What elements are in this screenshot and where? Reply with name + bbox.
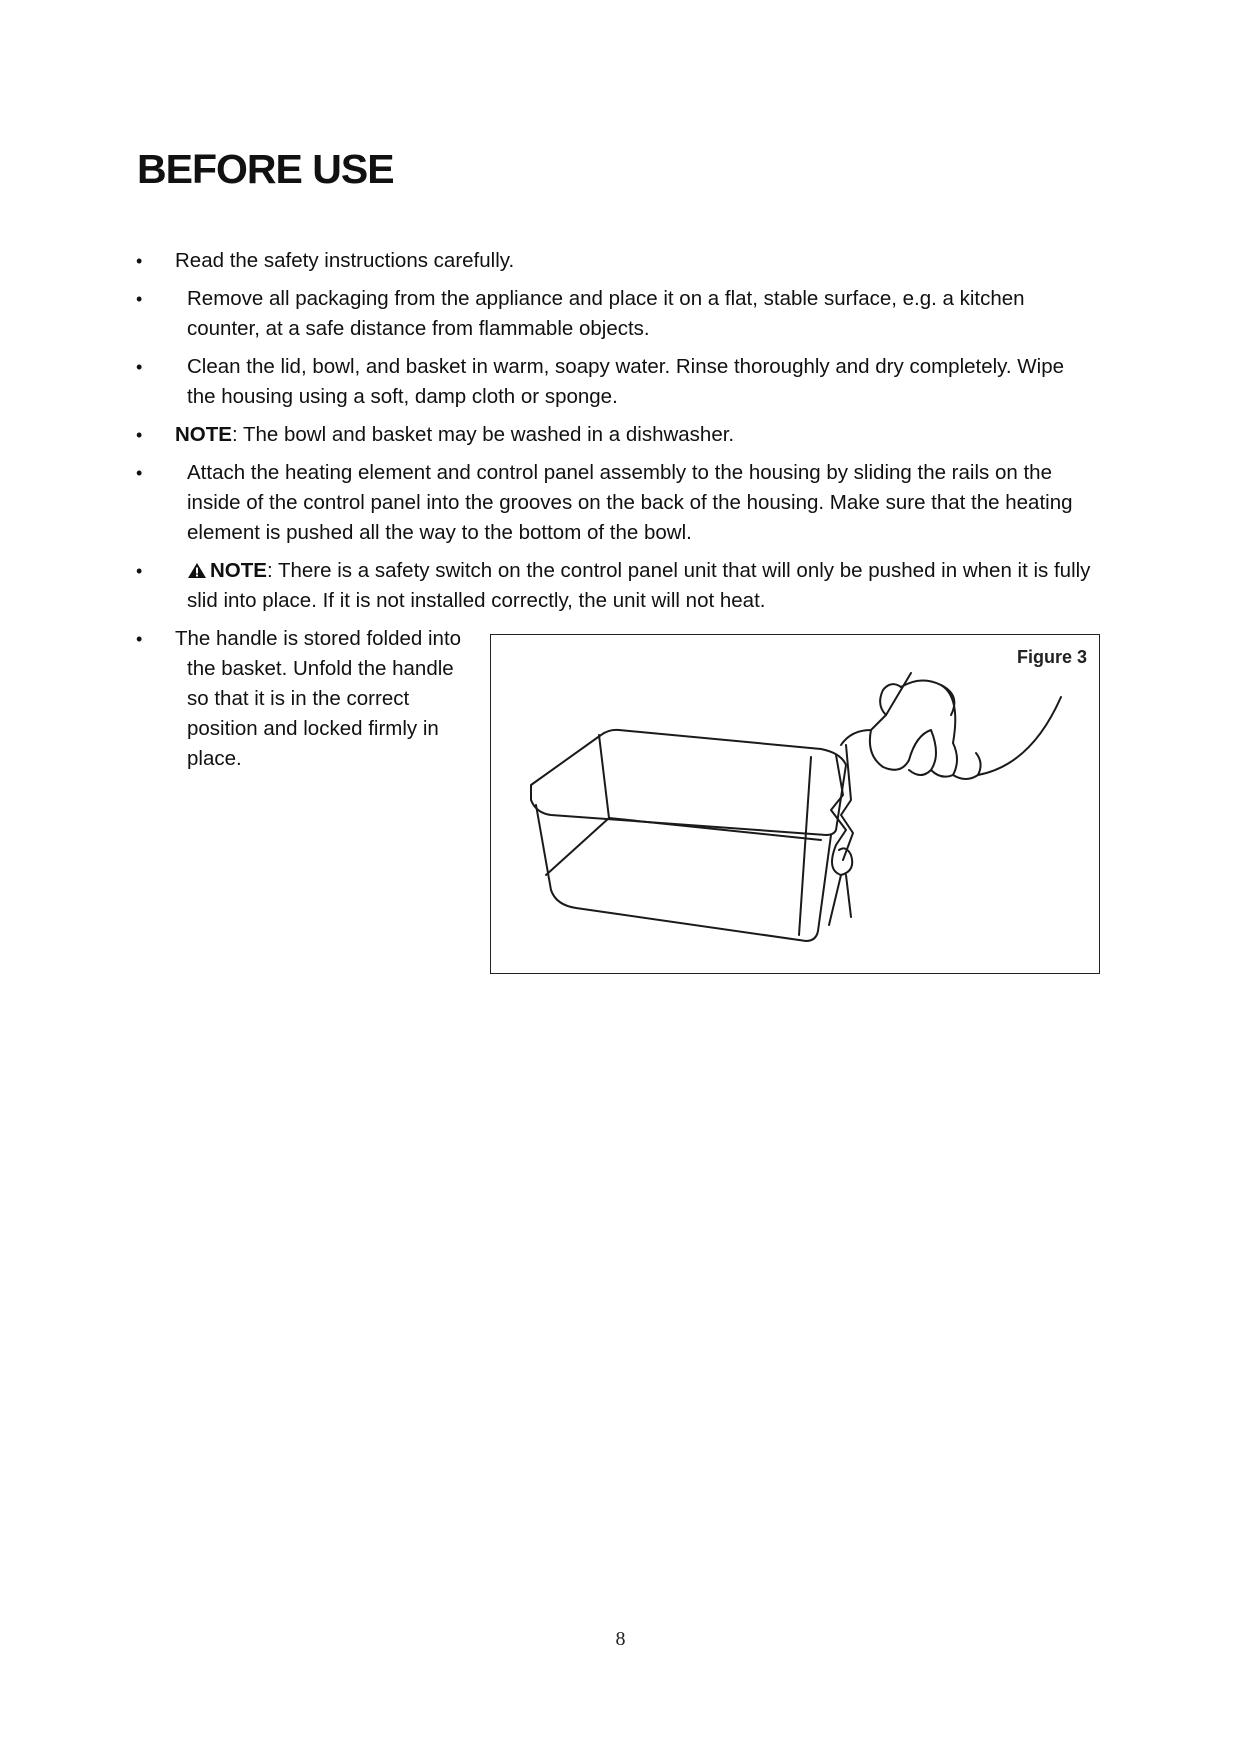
list-item-text xyxy=(136,420,1096,450)
list-item xyxy=(136,284,1096,344)
list-item xyxy=(136,246,1096,276)
bullet-icon: • xyxy=(136,289,143,309)
bullet-icon: • xyxy=(136,463,143,483)
list-item-text: Remove all packaging from the appliance and place it on a flat, stable surface, e.g. a kitchen counter, at a safe distance from flammable objects. xyxy=(187,287,1025,340)
list-item xyxy=(136,556,1096,616)
note-label: NOTE xyxy=(210,559,267,582)
list-item xyxy=(136,624,476,774)
warning-icon xyxy=(187,562,207,579)
note-text: : There is a safety switch on the control panel unit that will only be pushed in when it is fully slid into place. If it is not installed correctly, the unit will not heat. xyxy=(187,559,1091,612)
figure-3 xyxy=(490,634,1100,974)
list-item-text: Attach the heating element and control panel assembly to the housing by sliding the rails on the inside of the control panel into the grooves on the back of the housing. Make sure that the heating element is pushed all the way to the bottom of the bowl. xyxy=(187,461,1073,544)
figure-label: Figure 3 xyxy=(1016,647,1087,667)
basket-handle-illustration xyxy=(491,635,1098,972)
note-label: NOTE xyxy=(175,423,232,446)
list-item-text: Read the safety instructions carefully. xyxy=(175,249,515,272)
list-item-text: Clean the lid, bowl, and basket in warm, soapy water. Rinse thoroughly and dry completely. Wipe the housing using a soft, damp cloth or sponge. xyxy=(187,355,1065,408)
list-item-text xyxy=(136,556,1096,616)
bullet-icon: • xyxy=(136,561,143,581)
list-item xyxy=(136,458,1096,548)
list-item xyxy=(136,352,1096,412)
bullet-icon: • xyxy=(136,251,143,271)
list-item xyxy=(136,420,1096,450)
page-number: 8 xyxy=(615,1628,626,1650)
bullet-icon: • xyxy=(136,425,143,445)
bullet-icon: • xyxy=(136,629,143,649)
note-text: : The bowl and basket may be washed in a dishwasher. xyxy=(231,423,735,446)
bullet-icon: • xyxy=(136,357,143,377)
page-title: BEFORE USE xyxy=(137,146,394,192)
list-item-text: The handle is stored folded into the basket. Unfold the handle so that it is in the correct position and locked firmly in place. xyxy=(175,627,462,770)
